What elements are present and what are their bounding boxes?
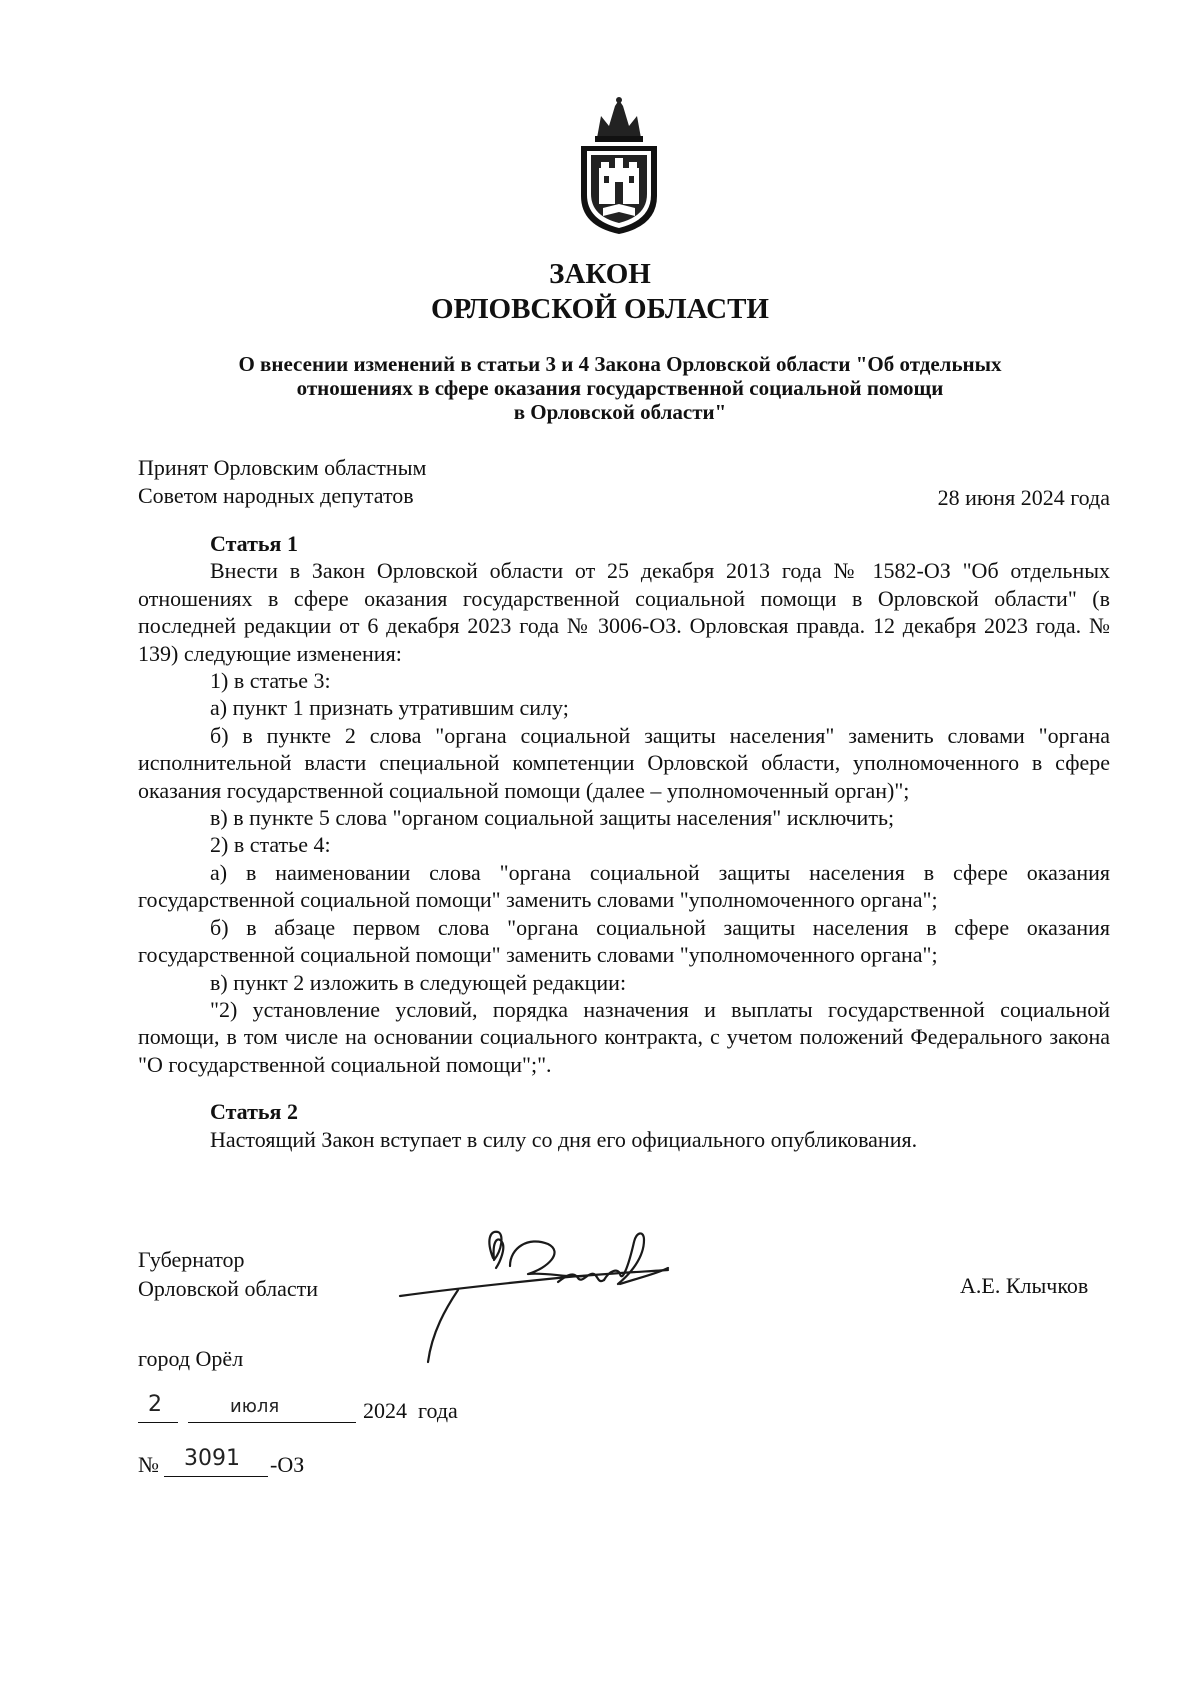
article-1-paragraph: 1) в статье 3: <box>210 668 331 694</box>
law-region: ОРЛОВСКОЙ ОБЛАСТИ <box>430 293 769 325</box>
article-1-paragraph: "2) установление условий, порядка назначения и выплаты государственной социальной помощи, в том числе на основании социального контракта, с учетом положений Федерального закона "О государственной социальной помощи";". <box>138 996 1110 1077</box>
article-1-heading: Статья 1 <box>210 531 298 556</box>
adoption-date: 28 июня 2024 года <box>937 485 1110 510</box>
position-line: Орловской области <box>138 1276 318 1301</box>
article-2-paragraph: Настоящий Закон вступает в силу со дня его официального опубликования. <box>210 1126 918 1152</box>
number-suffix: -ОЗ <box>270 1452 305 1477</box>
signing-year: 2024 года <box>363 1398 458 1423</box>
law-title: ЗАКОН <box>549 258 651 290</box>
subtitle-line: О внесении изменений в статьи 3 и 4 Закона Орловской области "Об отдельных <box>238 352 1002 376</box>
article-1-paragraph: а) пункт 1 признать утратившим силу; <box>210 695 569 721</box>
article-1-paragraph: в) пункт 2 изложить в следующей редакции: <box>210 969 627 995</box>
subtitle-line: отношениях в сфере оказания государственной социальной помощи <box>296 376 944 400</box>
article-1-paragraph: б) в пункте 2 слова "органа социальной защиты населения" заменить словами "органа исполнительной власти специальной компетенции Орловской области, уполномоченного в сфере оказания государственной социальной помощи (далее – уполномоченный орган)"; <box>138 722 1110 803</box>
subtitle-line: в Орловской области" <box>513 400 727 424</box>
law-number-value: 3091 <box>184 1446 240 1471</box>
adoption-authority <box>138 454 426 510</box>
signing-city: город Орёл <box>138 1346 244 1371</box>
law-body <box>138 530 1110 1153</box>
adoption-line: Принят Орловским областным <box>138 455 427 480</box>
law-subtitle <box>170 352 1070 424</box>
number-underline <box>164 1476 268 1477</box>
signatory-name: А.Е. Клычков <box>960 1273 1089 1298</box>
article-1-paragraph: Внести в Закон Орловской области от 25 декабря 2013 года № 1582-ОЗ "Об отдельных отношениях в сфере оказания государственной социальной помощи в Орловской области" (в последней редакции от 6 декабря 2023 года № 3006-ОЗ. Орловская правда. 12 декабря 2023 года. № 139) следующие изменения: <box>138 558 1110 666</box>
signing-month: июля <box>230 1396 280 1417</box>
coat-of-arms-icon <box>571 96 667 236</box>
handwritten-signature-icon <box>398 1228 698 1368</box>
signing-date <box>138 1392 478 1430</box>
day-underline <box>138 1422 178 1423</box>
article-1-paragraph: б) в абзаце первом слова "органа социальной защиты населения в сфере оказания государственной социальной помощи" заменить словами "уполномоченного органа"; <box>138 914 1110 968</box>
article-2-heading: Статья 2 <box>210 1099 298 1125</box>
number-sign: № <box>138 1452 159 1477</box>
signing-day: 2 <box>148 1392 162 1417</box>
law-number <box>138 1446 338 1484</box>
signatory-position <box>138 1245 318 1303</box>
article-1-paragraph: а) в наименовании слова "органа социальной защиты населения в сфере оказания государственной социальной помощи" заменить словами "уполномоченного органа"; <box>138 859 1110 913</box>
position-line: Губернатор <box>138 1247 245 1272</box>
month-underline <box>188 1422 356 1423</box>
article-1-paragraph: в) в пункте 5 слова "органом социальной защиты населения" исключить; <box>210 805 895 831</box>
article-1-paragraph: 2) в статье 4: <box>210 832 331 858</box>
adoption-line: Советом народных депутатов <box>138 483 414 508</box>
